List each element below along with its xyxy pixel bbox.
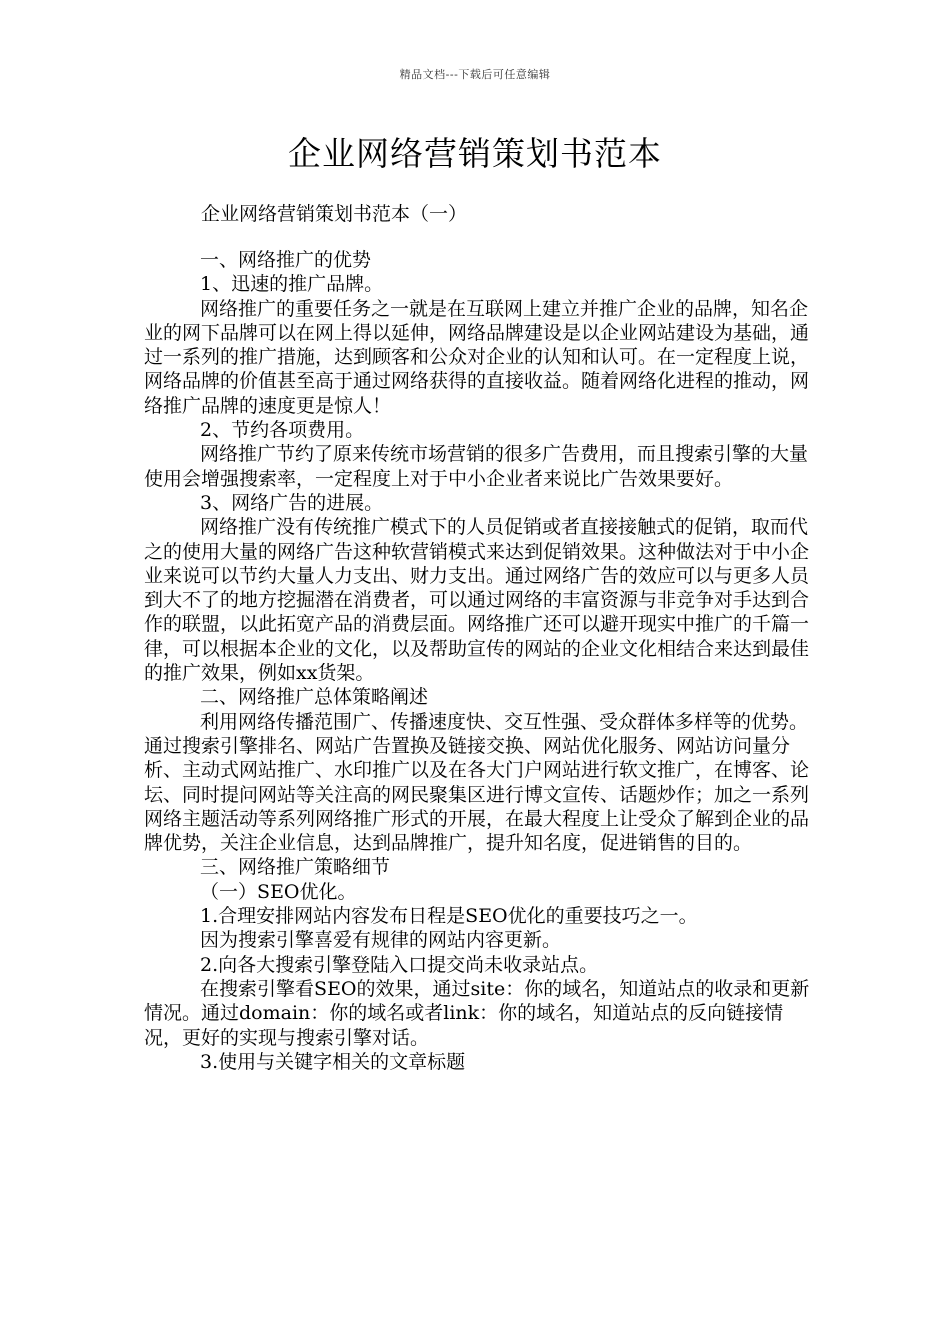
document-subtitle: 企业网络营销策划书范本（一）: [201, 203, 468, 225]
body-paragraph: 网络推广节约了原来传统市场营销的很多广告费用，而且搜索引擎的大量使用会增强搜索率，一定程度上对于中小企业者来说比广告效果要好。: [144, 443, 809, 490]
body-paragraph: 网络推广没有传统推广模式下的人员促销或者直接接触式的促销，取而代之的使用大量的网络广告这种软营销模式来达到促销效果。这种做法对于中小企业来说可以节约大量人力支出、财力支出。通过网络广告的效应可以与更多人员到大不了的地方挖掘潜在消费者，可以通过网络的丰富资源与非竞争对手达到合作的联盟，以此拓宽产品的消费层面。网络推广还可以避开现实中推广的千篇一律，可以根据本企业的文化，以及帮助宣传的网站的企业文化相结合来达到最佳的推广效果，例如xx货架。: [144, 516, 810, 685]
section-heading: 一、网络推广的优势: [200, 249, 372, 271]
section-heading: 三、网络推广策略细节: [200, 856, 391, 879]
subsection-heading: 3、网络广告的进展。: [200, 491, 384, 514]
subsection-heading: 1、迅速的推广品牌。: [200, 273, 384, 296]
body-paragraph: 利用网络传播范围广、传播速度快、交互性强、受众群体多样等的优势。通过搜索引擎排名、网站广告置换及链接交换、网站优化服务、网站访问量分析、主动式网站推广、水印推广以及在各大门户网站进行软文推广，在博客、论坛、同时提问网站等关注高的网民聚集区进行博文宣传、话题炒作；加之一系列网络主题活动等系列网络推广形式的开展，在最大程度上让受众了解到企业的品牌优势，关注企业信息，达到品牌推广，提升知名度，促进销售的目的。: [144, 710, 810, 855]
list-item: 2.向各大搜索引擎登陆入口提交尚未收录站点。: [200, 953, 599, 976]
document-body: [144, 248, 814, 1074]
header-note: 精品文档---下载后可任意编辑: [399, 68, 551, 81]
body-paragraph: 因为搜索引擎喜爱有规律的网站内容更新。: [200, 929, 562, 952]
list-item: 1.合理安排网站内容发布日程是SEO优化的重要技巧之一。: [200, 905, 698, 928]
document-title: 企业网络营销策划书范本: [288, 134, 662, 173]
body-paragraph: 网络推广的重要任务之一就是在互联网上建立并推广企业的品牌，知名企业的网下品牌可以在网上得以延伸，网络品牌建设是以企业网站建设为基础，通过一系列的推广措施，达到顾客和公众对企业的认知和认可。在一定程度上说，网络品牌的价值甚至高于通过网络获得的直接收益。随着网络化进程的推动，网络推广品牌的速度更是惊人！: [144, 297, 810, 417]
subsection-heading: 2、节约各项费用。: [200, 419, 365, 442]
section-heading: 二、网络推广总体策略阐述: [200, 686, 429, 709]
list-item: 3.使用与关键字相关的文章标题: [200, 1050, 466, 1073]
body-paragraph: 在搜索引擎看SEO的效果，通过site：你的域名，知道站点的收录和更新情况。通过domain：你的域名或者link：你的域名，知道站点的反向链接情况，更好的实现与搜索引擎对话。: [144, 977, 810, 1049]
subsection-heading: （一）SEO优化。: [200, 880, 357, 903]
